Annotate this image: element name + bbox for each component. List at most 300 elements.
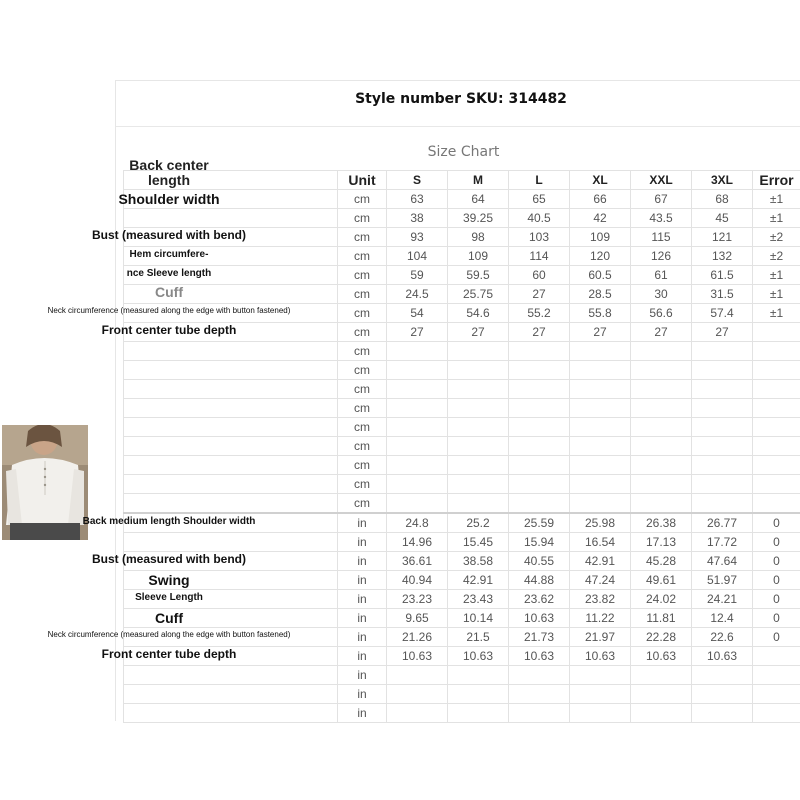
value-cell-xl: 66 [570,190,631,209]
value-cell-3xl: 24.21 [692,590,753,609]
empty-cell [509,342,570,361]
row-label: Neck circumference (measured along the edge with button fastened) [47,306,291,315]
row-label: Shoulder width [118,191,220,207]
empty-cell [387,437,448,456]
row-label: Sleeve Length [135,592,203,603]
row-label: Bust (measured with bend) [91,552,246,566]
value-cell-s: 24.8 [387,513,448,533]
value-cell-xl: 28.5 [570,285,631,304]
unit-cell: cm [338,266,387,285]
header-label-line2: length [148,172,190,188]
value-cell-l: 44.88 [509,571,570,590]
unit-cell: cm [338,228,387,247]
value-cell-3xl: 12.4 [692,609,753,628]
empty-label-cell [124,704,338,723]
unit-cell: cm [338,494,387,514]
value-cell-m: 54.6 [448,304,509,323]
empty-label-cell [124,380,338,399]
empty-cell [387,418,448,437]
value-cell-xxl: 126 [631,247,692,266]
unit-cell: cm [338,475,387,494]
empty-cell [753,399,800,418]
error-cell: ±1 [753,190,800,209]
row-label-cell [47,628,338,647]
unit-header: Unit [338,171,387,190]
empty-cell [509,437,570,456]
row-label-cell [82,513,338,533]
value-cell-3xl: 121 [692,228,753,247]
value-cell-xl: 23.82 [570,590,631,609]
empty-label-cell [124,437,338,456]
error-cell [753,647,800,666]
empty-cell [631,494,692,514]
table-row [124,209,800,228]
value-cell-xxl: 10.63 [631,647,692,666]
row-label-cell [124,266,338,285]
unit-cell: in [338,685,387,704]
value-cell-xl: 47.24 [570,571,631,590]
empty-label-cell [124,685,338,704]
value-cell-s: 9.65 [387,609,448,628]
size-header-l: L [509,171,570,190]
empty-cell [753,361,800,380]
unit-cell: cm [338,456,387,475]
empty-label-cell [124,494,338,514]
empty-row [124,685,800,704]
table-row [124,228,800,247]
empty-cell [692,342,753,361]
empty-cell [631,380,692,399]
value-cell-xl: 109 [570,228,631,247]
row-label: nce Sleeve length [126,268,212,279]
empty-cell [692,666,753,685]
error-cell: ±2 [753,247,800,266]
empty-cell [753,456,800,475]
value-cell-s: 54 [387,304,448,323]
value-cell-xl: 21.97 [570,628,631,647]
empty-cell [570,666,631,685]
empty-cell [570,380,631,399]
value-cell-m: 10.14 [448,609,509,628]
unit-cell: cm [338,437,387,456]
empty-cell [692,380,753,399]
empty-cell [631,456,692,475]
value-cell-l: 40.55 [509,552,570,571]
value-cell-l: 10.63 [509,647,570,666]
value-cell-l: 21.73 [509,628,570,647]
empty-cell [570,494,631,514]
empty-cell [753,380,800,399]
empty-row [124,666,800,685]
table-row [124,285,800,304]
empty-cell [448,342,509,361]
unit-cell: in [338,628,387,647]
value-cell-s: 21.26 [387,628,448,647]
empty-cell [753,704,800,723]
size-header-m: M [448,171,509,190]
empty-cell [509,704,570,723]
empty-cell [753,342,800,361]
value-cell-3xl: 31.5 [692,285,753,304]
empty-cell [570,685,631,704]
error-header: Error [753,171,800,190]
value-cell-m: 109 [448,247,509,266]
empty-cell [387,399,448,418]
error-cell: ±2 [753,228,800,247]
unit-cell: cm [338,361,387,380]
empty-row [124,494,800,514]
value-cell-xl: 27 [570,323,631,342]
empty-cell [570,399,631,418]
row-label: Cuff [155,610,183,626]
error-cell: 0 [753,628,800,647]
value-cell-m: 38.58 [448,552,509,571]
empty-cell [753,666,800,685]
empty-cell [387,342,448,361]
value-cell-l: 23.62 [509,590,570,609]
empty-cell [631,418,692,437]
error-cell: ±1 [753,304,800,323]
row-label-cell [124,533,338,552]
table-row [124,266,800,285]
empty-cell [692,361,753,380]
value-cell-3xl: 45 [692,209,753,228]
error-cell: 0 [753,609,800,628]
row-label-cell [91,228,338,247]
empty-cell [631,342,692,361]
empty-cell [631,361,692,380]
value-cell-m: 42.91 [448,571,509,590]
value-cell-xxl: 27 [631,323,692,342]
error-cell: ±1 [753,209,800,228]
value-cell-xxl: 115 [631,228,692,247]
error-cell: ±1 [753,266,800,285]
value-cell-xl: 16.54 [570,533,631,552]
value-cell-xxl: 61 [631,266,692,285]
size-header-s: S [387,171,448,190]
value-cell-m: 98 [448,228,509,247]
empty-row [124,456,800,475]
value-cell-3xl: 47.64 [692,552,753,571]
empty-cell [387,494,448,514]
value-cell-m: 27 [448,323,509,342]
empty-cell [387,456,448,475]
value-cell-xl: 11.22 [570,609,631,628]
table-row [124,323,800,342]
empty-cell [509,361,570,380]
empty-cell [509,399,570,418]
error-cell: 0 [753,571,800,590]
value-cell-xl: 10.63 [570,647,631,666]
value-cell-s: 14.96 [387,533,448,552]
empty-cell [387,361,448,380]
empty-cell [631,475,692,494]
value-cell-l: 65 [509,190,570,209]
value-cell-s: 10.63 [387,647,448,666]
empty-cell [692,399,753,418]
value-cell-xxl: 22.28 [631,628,692,647]
table-row [124,304,800,323]
value-cell-s: 27 [387,323,448,342]
empty-row [124,342,800,361]
unit-cell: in [338,571,387,590]
value-cell-s: 59 [387,266,448,285]
value-cell-s: 104 [387,247,448,266]
row-label-cell [124,285,338,304]
empty-cell [448,437,509,456]
size-header-xxl: XXL [631,171,692,190]
value-cell-xxl: 67 [631,190,692,209]
unit-cell: in [338,609,387,628]
row-label-cell [101,323,338,342]
value-cell-l: 10.63 [509,609,570,628]
header-label [34,158,304,188]
empty-cell [692,418,753,437]
row-label: Front center tube depth [101,323,237,337]
row-label-cell [124,590,338,609]
table-row [124,552,800,571]
value-cell-xl: 25.98 [570,513,631,533]
row-label-cell [124,609,338,628]
value-cell-3xl: 10.63 [692,647,753,666]
empty-cell [631,704,692,723]
empty-cell [509,380,570,399]
empty-label-cell [124,418,338,437]
value-cell-m: 15.45 [448,533,509,552]
value-cell-l: 27 [509,285,570,304]
error-cell: 0 [753,590,800,609]
empty-cell [570,342,631,361]
value-cell-s: 63 [387,190,448,209]
empty-cell [692,437,753,456]
empty-row [124,380,800,399]
empty-cell [448,704,509,723]
table-row [124,513,800,533]
value-cell-xxl: 11.81 [631,609,692,628]
empty-label-cell [124,475,338,494]
value-cell-l: 25.59 [509,513,570,533]
row-label: Neck circumference (measured along the edge with button fastened) [47,630,291,639]
value-cell-xl: 42 [570,209,631,228]
value-cell-s: 38 [387,209,448,228]
row-label-cell [101,647,338,666]
error-cell: ±1 [753,285,800,304]
unit-cell: cm [338,247,387,266]
value-cell-m: 25.75 [448,285,509,304]
empty-cell [509,666,570,685]
empty-cell [753,437,800,456]
empty-row [124,418,800,437]
empty-cell [509,475,570,494]
divider [116,126,800,127]
value-cell-l: 103 [509,228,570,247]
header-label-line1: Back center [129,157,209,173]
value-cell-m: 64 [448,190,509,209]
size-table-body [47,157,800,723]
table-row [124,247,800,266]
table-row [124,647,800,666]
empty-label-cell [124,342,338,361]
row-label-cell [91,552,338,571]
value-cell-l: 60 [509,266,570,285]
empty-label-cell [124,361,338,380]
empty-cell [387,380,448,399]
unit-cell: cm [338,399,387,418]
unit-cell: in [338,666,387,685]
row-label: Front center tube depth [101,647,237,661]
empty-cell [631,666,692,685]
row-label-cell [124,209,338,228]
empty-row [124,361,800,380]
value-cell-3xl: 26.77 [692,513,753,533]
empty-cell [387,475,448,494]
size-table [47,157,800,723]
empty-cell [448,475,509,494]
empty-cell [570,361,631,380]
empty-cell [570,704,631,723]
table-row [124,609,800,628]
value-cell-xxl: 17.13 [631,533,692,552]
value-cell-l: 55.2 [509,304,570,323]
unit-cell: cm [338,418,387,437]
empty-cell [753,475,800,494]
value-cell-3xl: 22.6 [692,628,753,647]
empty-cell [692,685,753,704]
table-row [124,533,800,552]
row-label: Bust (measured with bend) [91,228,246,242]
unit-cell: cm [338,209,387,228]
empty-cell [448,494,509,514]
empty-cell [509,456,570,475]
value-cell-3xl: 132 [692,247,753,266]
empty-cell [387,685,448,704]
value-cell-3xl: 51.97 [692,571,753,590]
unit-cell: cm [338,285,387,304]
empty-cell [753,494,800,514]
row-label: Cuff [155,284,183,300]
empty-cell [753,685,800,704]
value-cell-s: 23.23 [387,590,448,609]
empty-cell [570,418,631,437]
value-cell-xxl: 45.28 [631,552,692,571]
empty-cell [448,456,509,475]
value-cell-xxl: 30 [631,285,692,304]
unit-cell: cm [338,304,387,323]
value-cell-s: 40.94 [387,571,448,590]
error-cell: 0 [753,513,800,533]
size-header-3xl: 3XL [692,171,753,190]
value-cell-s: 24.5 [387,285,448,304]
unit-cell: cm [338,323,387,342]
empty-cell [631,685,692,704]
unit-cell: in [338,533,387,552]
empty-row [124,475,800,494]
empty-cell [509,685,570,704]
chart-title: Size Chart [427,144,500,160]
empty-row [124,704,800,723]
error-cell: 0 [753,533,800,552]
value-cell-l: 27 [509,323,570,342]
empty-cell [387,666,448,685]
table-row [124,590,800,609]
value-cell-3xl: 57.4 [692,304,753,323]
table-row [124,571,800,590]
empty-cell [448,361,509,380]
empty-cell [509,494,570,514]
value-cell-3xl: 17.72 [692,533,753,552]
empty-cell [570,475,631,494]
empty-cell [631,399,692,418]
value-cell-s: 93 [387,228,448,247]
value-cell-m: 25.2 [448,513,509,533]
value-cell-m: 59.5 [448,266,509,285]
value-cell-3xl: 27 [692,323,753,342]
value-cell-m: 39.25 [448,209,509,228]
value-cell-m: 10.63 [448,647,509,666]
row-label: Back medium length Shoulder width [82,516,256,527]
empty-row [124,399,800,418]
table-row [124,628,800,647]
unit-cell: cm [338,342,387,361]
empty-cell [570,437,631,456]
empty-row [124,437,800,456]
empty-label-cell [124,399,338,418]
value-cell-l: 40.5 [509,209,570,228]
unit-cell: in [338,552,387,571]
error-cell: 0 [753,552,800,571]
empty-cell [448,666,509,685]
empty-cell [448,380,509,399]
value-cell-xxl: 49.61 [631,571,692,590]
empty-cell [753,418,800,437]
row-label-cell [124,571,338,590]
table-row [124,190,800,209]
value-cell-3xl: 61.5 [692,266,753,285]
value-cell-xl: 120 [570,247,631,266]
header-label-cell [124,157,338,190]
unit-cell: in [338,647,387,666]
value-cell-xl: 55.8 [570,304,631,323]
row-label-cell [124,247,338,266]
empty-cell [692,494,753,514]
empty-cell [692,704,753,723]
value-cell-xl: 42.91 [570,552,631,571]
value-cell-l: 114 [509,247,570,266]
empty-cell [387,704,448,723]
size-header-xl: XL [570,171,631,190]
error-cell [753,323,800,342]
value-cell-l: 15.94 [509,533,570,552]
value-cell-3xl: 68 [692,190,753,209]
value-cell-s: 36.61 [387,552,448,571]
unit-cell: in [338,590,387,609]
unit-cell: cm [338,380,387,399]
empty-cell [631,437,692,456]
value-cell-xxl: 24.02 [631,590,692,609]
empty-cell [448,418,509,437]
value-cell-xxl: 43.5 [631,209,692,228]
value-cell-xxl: 26.38 [631,513,692,533]
empty-label-cell [124,666,338,685]
value-cell-xl: 60.5 [570,266,631,285]
empty-cell [692,456,753,475]
unit-cell: in [338,704,387,723]
row-label-cell [118,190,338,209]
header-row [124,171,800,190]
unit-cell: in [338,513,387,533]
unit-cell: cm [338,190,387,209]
value-cell-xxl: 56.6 [631,304,692,323]
